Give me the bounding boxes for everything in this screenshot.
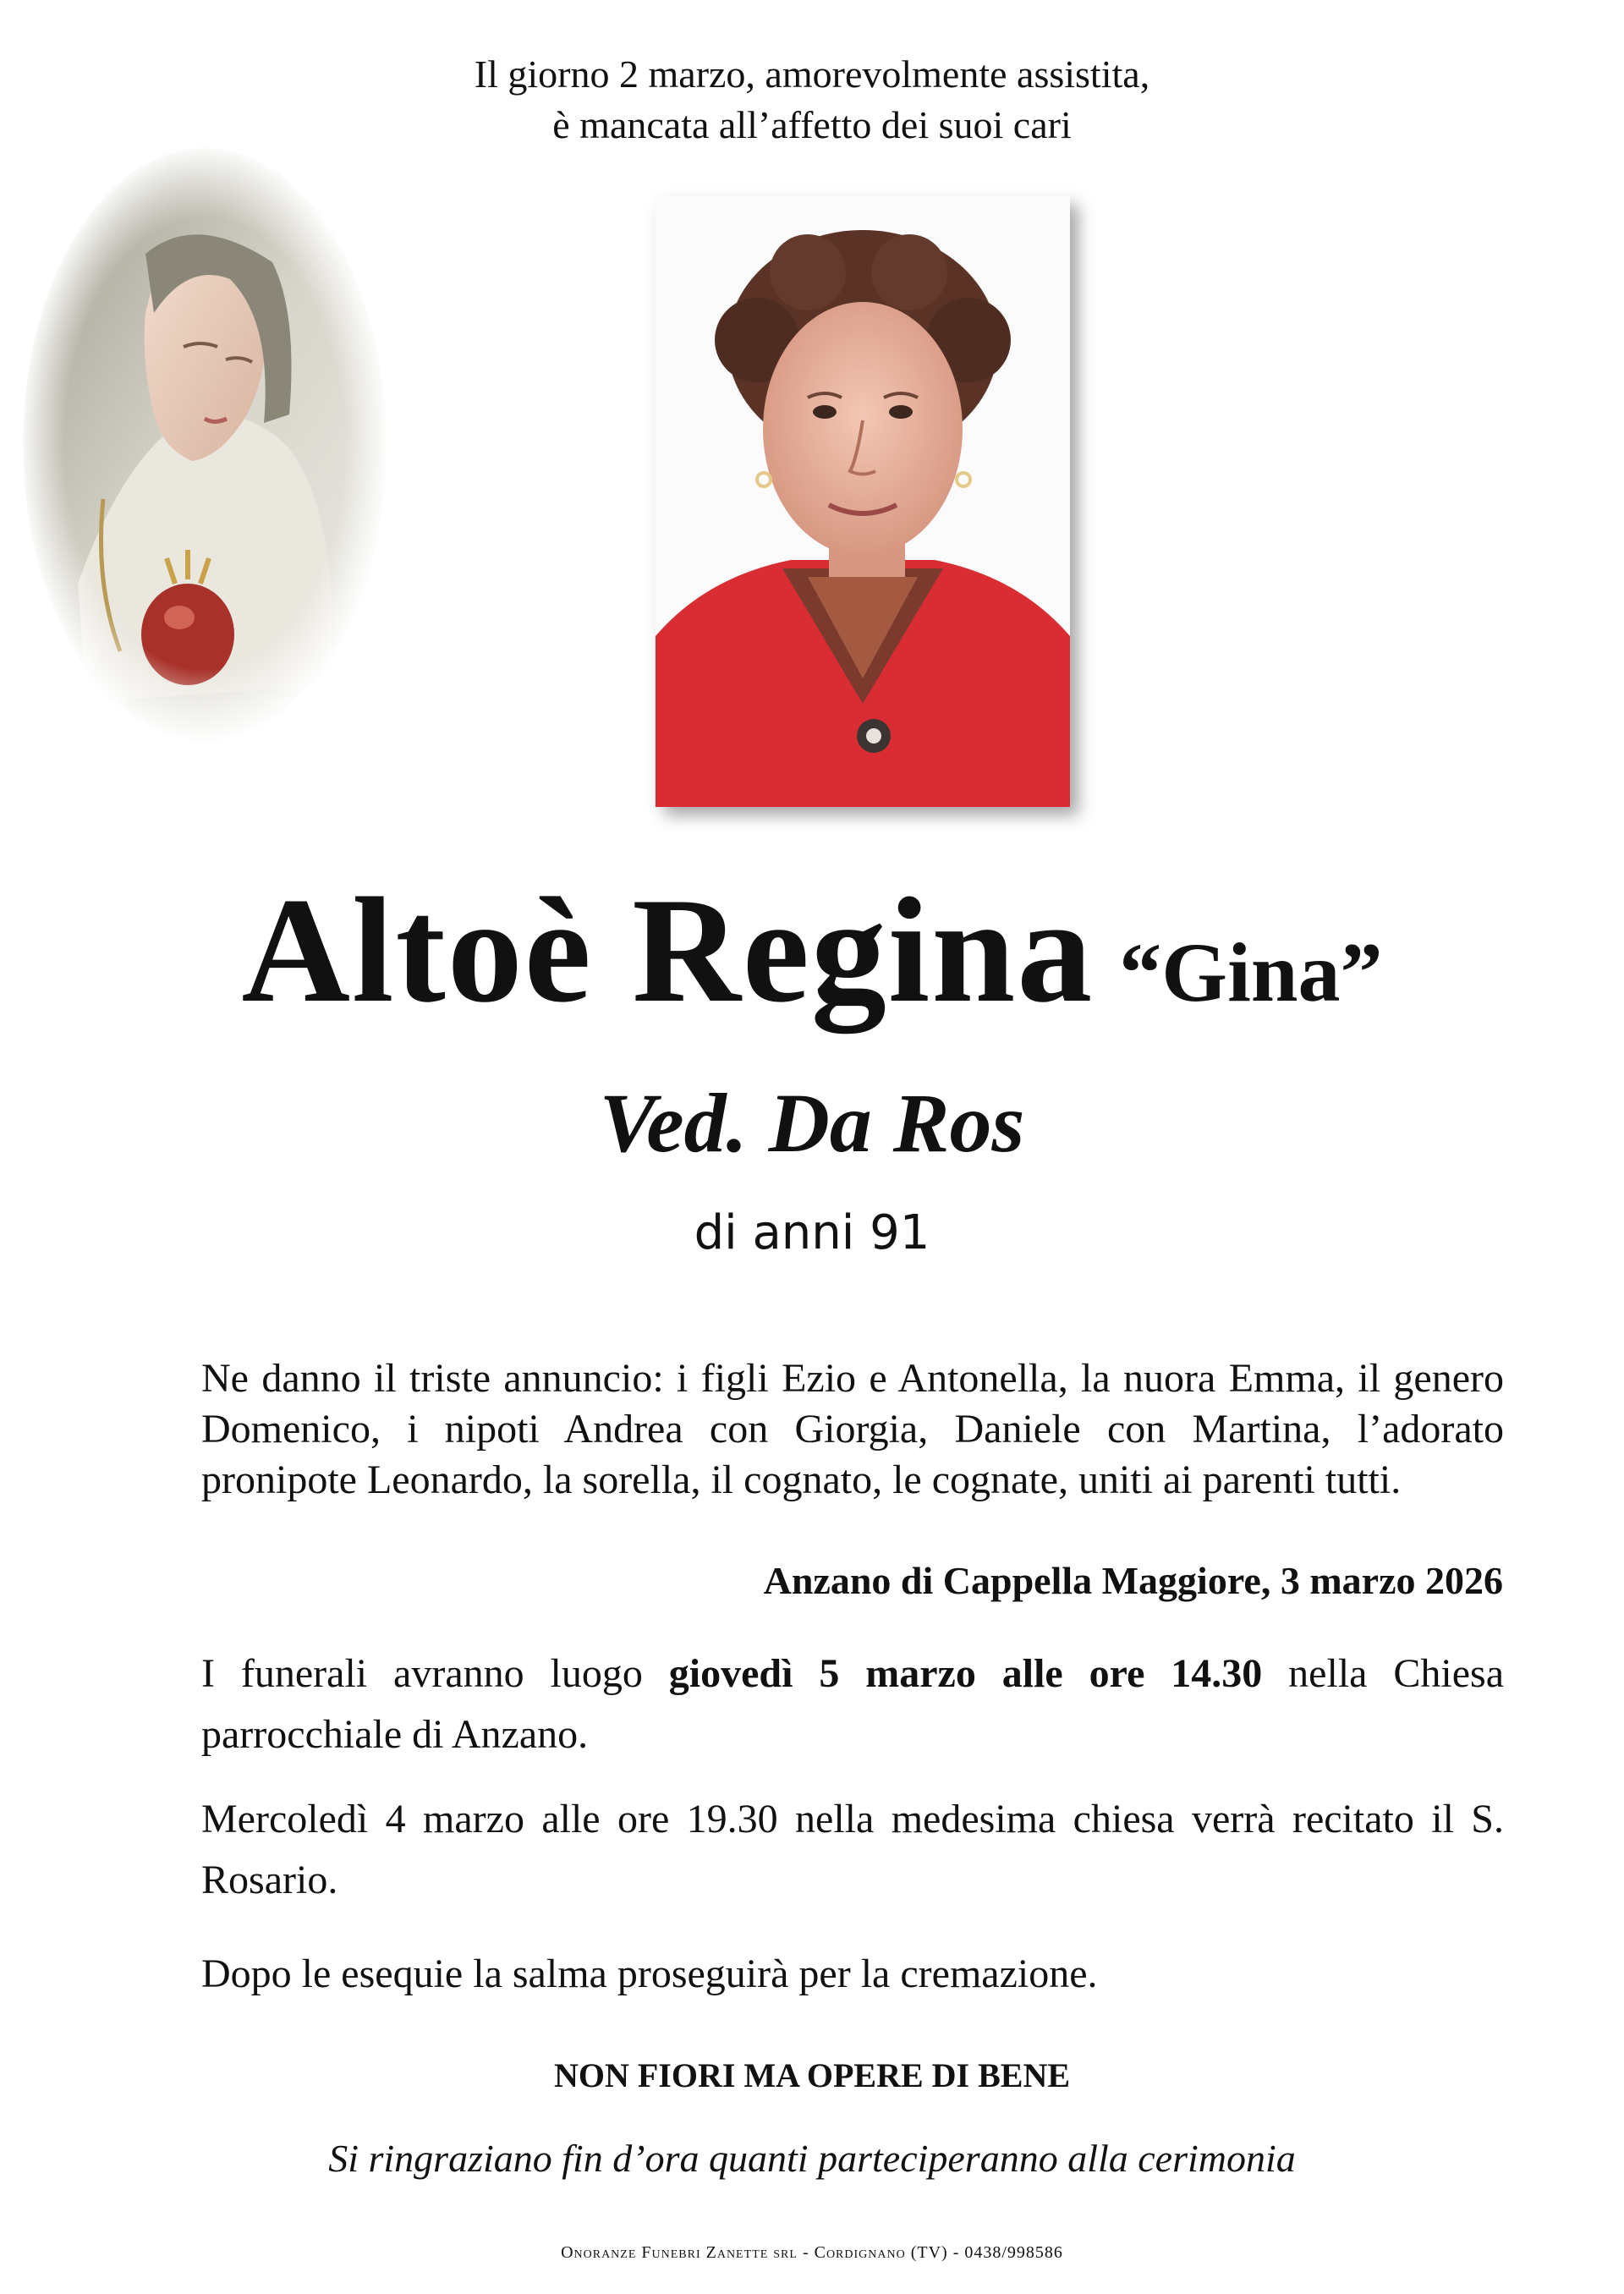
madonna-image	[19, 144, 391, 744]
funeral-home-footer: Onoranze Funebri Zanette srl - Cordignano (TV) - 0438/998586	[561, 2243, 1063, 2262]
age-text: di anni 91	[694, 1205, 930, 1260]
no-flowers-notice: NON FIORI MA OPERE DI BENE	[553, 2056, 1071, 2094]
intro-line-2: è mancata all’affetto dei suoi cari	[552, 103, 1072, 146]
funeral-text-post: nella Chiesa parrocchiale di Anzano.	[201, 1651, 1505, 1757]
portrait-photo	[656, 196, 1070, 807]
cremation-paragraph: Dopo le esequie la salma proseguirà per la cremazione.	[201, 1951, 1098, 1996]
place-date: Anzano di Cappella Maggiore, 3 marzo 2026	[763, 1559, 1503, 1602]
married-name: Ved. Da Ros	[599, 1076, 1025, 1170]
intro-line-1: Il giorno 2 marzo, amorevolmente assistita,	[474, 52, 1150, 96]
thanks-text: Si ringraziano fin d’ora quanti parteciperanno alla cerimonia	[328, 2137, 1296, 2180]
full-name: Altoè Regina	[241, 866, 1095, 1034]
funeral-date-time: giovedì 5 marzo alle ore 14.30	[668, 1651, 1263, 1696]
deceased-name	[0, 863, 1624, 1037]
funeral-text-pre: I funerali avranno luogo	[201, 1651, 669, 1696]
announcement-paragraph: Ne danno il triste annuncio: i figli Ezio e Antonella, la nuora Emma, il genero Domenico, i nipoti Andrea con Giorgia, Daniele con Martina, l’adorato pronipote Leonardo, la sorella, il cognato, le cognate, uniti ai parenti tutti.	[201, 1356, 1504, 1502]
intro-text	[0, 49, 1624, 151]
portrait-illustration	[656, 196, 1070, 807]
nickname: “Gina”	[1119, 925, 1383, 1019]
funeral-paragraph	[201, 1644, 1504, 1765]
rosary-paragraph: Mercoledì 4 marzo alle ore 19.30 nella medesima chiesa verrà recitato il S. Rosario.	[201, 1797, 1504, 1902]
madonna-illustration	[19, 144, 391, 744]
